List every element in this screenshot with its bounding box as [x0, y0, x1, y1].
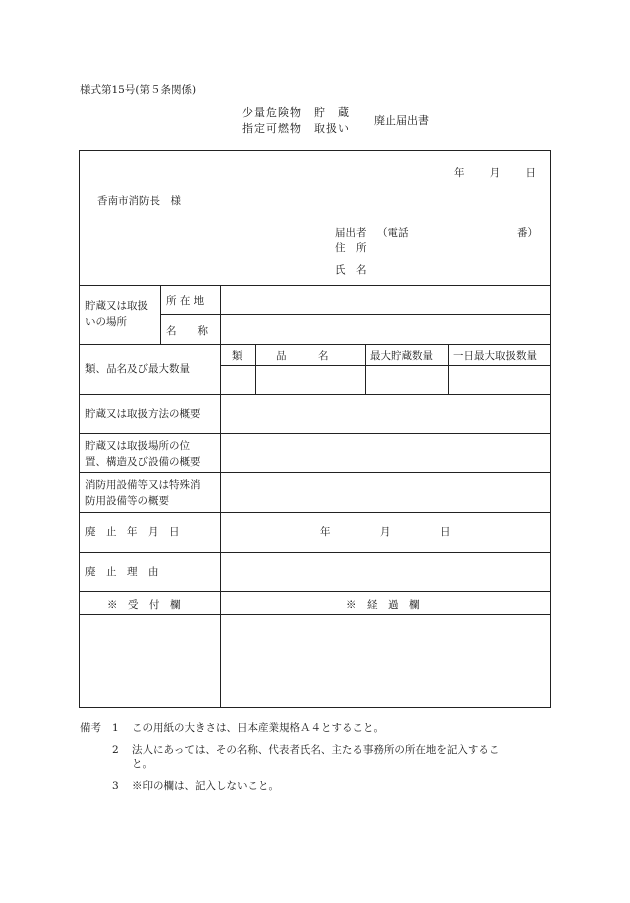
abolition-date-label: 廃 止 年 月 日 [85, 526, 180, 538]
note-1-text: この用紙の大きさは、日本産業規格Ａ４とすること。 [132, 722, 384, 734]
abolition-year: 年 [320, 526, 331, 538]
location-label-2: いの場所 [85, 316, 127, 328]
abolition-day: 日 [440, 526, 451, 538]
fire-equipment-label-1: 消防用設備等又は特殊消 [85, 479, 201, 491]
month-label: 月 [489, 167, 501, 179]
applicant-label: 届出者 [335, 227, 367, 239]
title-suffix: 廃止届出書 [374, 114, 429, 127]
fire-equipment-label-2: 防用設備等の概要 [85, 495, 169, 507]
method-summary-label: 貯蔵又は取扱方法の概要 [85, 408, 201, 420]
notification-form [79, 150, 551, 708]
year-label: 年 [454, 167, 465, 179]
note-3-num: 3 [112, 780, 119, 792]
note-2-continuation: と。 [132, 758, 153, 770]
col-daily-max-header: 一日最大取扱数量 [453, 350, 537, 362]
items-label: 類、品名及び最大数量 [85, 363, 190, 375]
address-field-label: 所 在 地 [166, 295, 205, 307]
location-label-1: 貯蔵又は取扱 [85, 300, 148, 312]
abolition-reason-label: 廃 止 理 由 [85, 566, 159, 578]
note-2-num: 2 [112, 744, 119, 756]
title-line-2: 指定可燃物 取扱い [242, 122, 350, 135]
col-product-header: 品 名 [276, 350, 329, 362]
date-header [454, 165, 536, 180]
addressee: 香南市消防長 様 [97, 195, 181, 207]
phone-close: 番） [517, 227, 538, 239]
title-line-1: 少量危険物 貯 蔵 [242, 106, 350, 119]
abolition-month: 月 [380, 526, 391, 538]
facility-summary-label-2: 置、構造及び設備の概要 [85, 456, 201, 468]
name-label: 氏 名 [335, 264, 367, 276]
address-label: 住 所 [335, 242, 367, 254]
phone-open: （電話 [377, 227, 409, 239]
note-1-num: 1 [112, 722, 119, 734]
notes-prefix: 備考 [80, 722, 101, 734]
form-number: 様式第15号(第５条関係) [80, 84, 197, 96]
facility-summary-label-1: 貯蔵又は取扱場所の位 [85, 440, 190, 452]
col-max-storage-header: 最大貯蔵数量 [370, 350, 433, 362]
day-label: 日 [525, 167, 536, 179]
col-type-header: 類 [232, 350, 243, 362]
note-3-text: ※印の欄は、記入しないこと。 [132, 780, 279, 792]
reception-column-label: ※ 受 付 欄 [107, 599, 181, 611]
progress-column-label: ※ 経 過 欄 [346, 599, 420, 611]
note-2-text: 法人にあっては、その名称、代表者氏名、主たる事務所の所在地を記入するこ [132, 744, 500, 756]
facility-name-label: 名 称 [166, 325, 208, 337]
